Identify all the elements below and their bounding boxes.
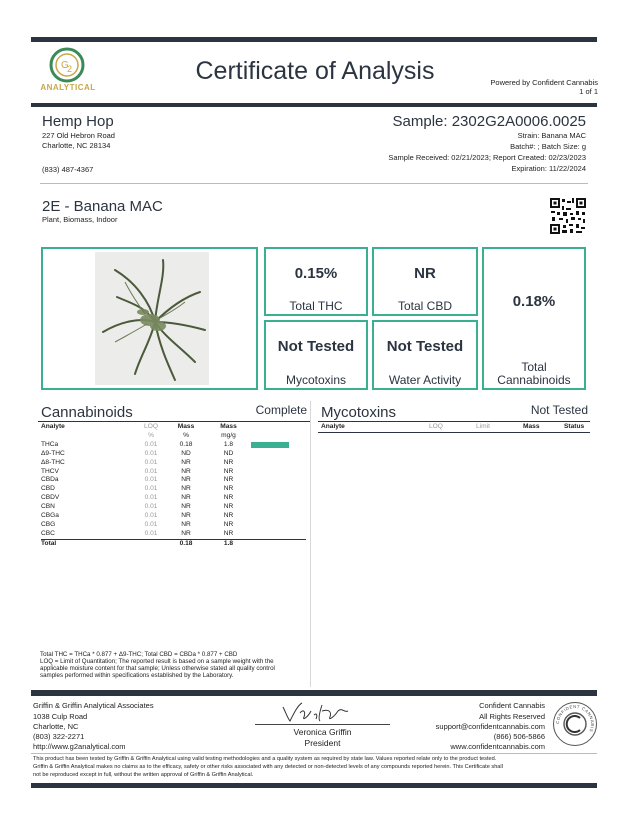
cannabinoid-loq: 0.01 — [144, 520, 158, 528]
total-cannabinoids-value: 0.18% — [512, 293, 556, 310]
mycotoxins-status: Not Tested — [530, 403, 588, 417]
lab-address-2: Charlotte, NC — [33, 722, 79, 731]
cannabinoid-bar-cell — [251, 503, 306, 512]
cannabinoid-row — [41, 494, 306, 503]
cannabinoid-loq: 0.01 — [144, 476, 158, 484]
sample-image-box — [41, 247, 258, 390]
cannabinoid-mass-mg: NR — [223, 467, 234, 475]
cannabinoid-analyte: CBDa — [41, 476, 59, 484]
cannabinoid-mass-mg: NR — [223, 503, 234, 511]
cannabinoid-mass-pct: NR — [181, 485, 191, 493]
cannabinoid-mass-mg: NR — [223, 476, 234, 484]
total-mass-pct: 0.18 — [166, 539, 206, 548]
cannabinoids-status: Complete — [255, 403, 307, 417]
cc-url[interactable]: www.confidentcannabis.com — [450, 742, 545, 751]
cannabinoid-row — [41, 530, 306, 539]
cannabinoid-mass-pct: NR — [181, 503, 191, 511]
cannabinoid-row — [41, 468, 306, 477]
myco-col-mass: Mass — [523, 423, 540, 430]
cannabinoid-analyte: CBDV — [41, 494, 60, 502]
cannabinoid-row — [41, 503, 306, 512]
total-mass-mg: 1.8 — [206, 539, 251, 548]
seal-icon — [552, 701, 598, 747]
cannabinoid-analyte: CBN — [41, 503, 55, 511]
cannabinoid-mass-pct: NR — [181, 458, 191, 466]
cannabinoid-mass-pct: ND — [181, 449, 191, 457]
plant-image — [95, 252, 209, 385]
cannabinoid-loq: 0.01 — [144, 503, 158, 511]
cannabinoid-bar-cell — [251, 450, 306, 459]
cannabinoid-mass-pct: NR — [181, 512, 191, 520]
tile-total-thc — [264, 247, 368, 316]
cannabinoid-mass-pct: 0.18 — [179, 440, 193, 448]
myco-col-loq: LOQ — [429, 423, 443, 430]
client-name: Hemp Hop — [42, 113, 114, 130]
powered-by: Powered by Confident Cannabis — [490, 78, 598, 87]
confident-cannabis-seal — [552, 701, 598, 747]
sample-photo — [95, 252, 209, 385]
cannabinoid-mass-mg: NR — [223, 485, 234, 493]
cannabinoid-analyte: CBGa — [41, 512, 59, 520]
footer-bar — [31, 690, 597, 696]
cannabinoid-row — [41, 476, 306, 485]
cannabinoid-loq: 0.01 — [144, 440, 158, 448]
cannabinoid-bar — [251, 442, 289, 448]
cc-name: Confident Cannabis — [479, 701, 545, 710]
cc-phone: (866) 506-5866 — [493, 732, 545, 741]
cannabinoids-note-1: Total THC = THCa * 0.877 + Δ9-THC; Total CBD = CBDa * 0.877 + CBD — [40, 651, 238, 658]
cannabinoid-analyte: CBG — [41, 520, 56, 528]
total-cannabinoids-label-1: Total — [521, 360, 547, 374]
cannabinoid-loq: 0.01 — [144, 512, 158, 520]
cannabinoid-bar-cell — [251, 476, 306, 485]
myco-col-limit: Limit — [476, 423, 490, 430]
mycotoxins-tile-value: Not Tested — [277, 338, 355, 355]
header-divider — [31, 103, 597, 107]
cannabinoid-mass-pct: NR — [181, 494, 191, 502]
cannabinoid-bar-cell — [251, 468, 306, 477]
cannabinoid-loq: 0.01 — [144, 485, 158, 493]
cannabinoid-bar-cell — [251, 485, 306, 494]
cannabinoid-loq: 0.01 — [144, 449, 158, 457]
col-mass-pct: Mass — [177, 423, 195, 430]
cannabinoid-bar-cell — [251, 494, 306, 503]
mycotoxins-tile-label: Mycotoxins — [285, 373, 347, 387]
svg-text:G: G — [61, 60, 69, 71]
cannabinoids-title-rule — [38, 421, 310, 422]
lab-phone: (803) 322-2271 — [33, 732, 85, 741]
cannabinoid-bar-cell — [251, 530, 306, 539]
tile-total-cannabinoids — [482, 247, 586, 390]
cannabinoid-bar-cell — [251, 441, 306, 450]
cc-email[interactable]: support@confidentcannabis.com — [435, 722, 545, 731]
total-cbd-label: Total CBD — [397, 299, 453, 313]
cannabinoid-mass-pct: NR — [181, 520, 191, 528]
bottom-bar — [31, 783, 597, 788]
top-bar — [31, 37, 597, 42]
tile-water-activity — [372, 320, 478, 390]
cannabinoid-loq: 0.01 — [144, 529, 158, 537]
total-thc-label: Total THC — [289, 299, 343, 313]
myco-col-status: Status — [564, 423, 585, 430]
sample-batch: Batch#: ; Batch Size: g — [510, 142, 586, 151]
total-cbd-value: NR — [414, 265, 436, 282]
cannabinoid-mass-mg: NR — [223, 512, 234, 520]
sample-id: Sample: 2302G2A0006.0025 — [392, 113, 586, 130]
tile-mycotoxins — [264, 320, 368, 390]
seal-text: CONFIDENT CANNABIS — [554, 703, 596, 734]
cannabinoids-total-row — [41, 539, 306, 548]
mycotoxins-header-rule — [318, 432, 590, 433]
cannabinoid-analyte: CBC — [41, 529, 55, 537]
qr-code-icon — [549, 197, 587, 235]
product-name: 2E - Banana MAC — [42, 198, 163, 215]
total-analyte: Total — [41, 539, 136, 548]
cannabinoid-row — [41, 441, 306, 450]
cannabinoid-loq: 0.01 — [144, 494, 158, 502]
cannabinoid-row — [41, 459, 306, 468]
svg-text:2: 2 — [67, 64, 73, 74]
signer-title: President — [304, 738, 341, 748]
lab-name: Griffin & Griffin Analytical Associates — [33, 701, 154, 710]
disclaimer-2: Griffin & Griffin Analytical makes no claims as to the efficacy, safety or other risks associated with any detected or non-detected levels of any compounds reported herein. This Certificate shall — [33, 764, 503, 770]
cannabinoid-loq: 0.01 — [144, 467, 158, 475]
cannabinoids-panel — [38, 401, 311, 687]
product-type: Plant, Biomass, Indoor — [42, 215, 118, 224]
cannabinoid-analyte: CBD — [41, 485, 55, 493]
col-loq: LOQ — [144, 423, 158, 430]
cannabinoid-bar-cell — [251, 521, 306, 530]
cannabinoid-bar-cell — [251, 512, 306, 521]
logo-text: ANALYTICAL — [40, 83, 96, 92]
signer-name: Veronica Griffin — [293, 727, 352, 737]
client-address-1: 227 Old Hebron Road — [42, 131, 115, 140]
cannabinoid-row — [41, 512, 306, 521]
sample-expiration: Expiration: 11/22/2024 — [511, 164, 586, 173]
cc-rights: All Rights Reserved — [479, 712, 545, 721]
cannabinoid-mass-mg: NR — [223, 494, 234, 502]
lab-url[interactable]: http://www.g2analytical.com — [33, 742, 126, 751]
cannabinoid-analyte: Δ9-THC — [41, 449, 65, 457]
mycotoxins-title: Mycotoxins — [321, 404, 397, 421]
cannabinoids-title: Cannabinoids — [41, 404, 133, 421]
water-activity-tile-value: Not Tested — [386, 338, 464, 355]
cannabinoid-analyte: THCV — [41, 467, 59, 475]
cannabinoid-mass-pct: NR — [181, 529, 191, 537]
unit-mass-pct: % — [183, 431, 189, 439]
page-number: 1 of 1 — [579, 87, 598, 96]
cannabinoids-note-2: LOQ = Limit of Quantitation; The reported result is based on a sample weight with the — [40, 658, 274, 665]
cannabinoids-note-3: applicable moisture content for that sample; Unless otherwise stated all quality control — [40, 665, 275, 672]
cannabinoid-mass-mg: NR — [223, 529, 234, 537]
mycotoxins-panel — [318, 401, 590, 687]
water-activity-tile-label: Water Activity — [388, 373, 462, 387]
col-analyte: Analyte — [41, 423, 65, 430]
cannabinoid-mass-pct: NR — [181, 467, 191, 475]
qr-code[interactable] — [549, 197, 587, 235]
tile-total-cbd — [372, 247, 478, 316]
section-divider — [40, 183, 588, 184]
total-thc-value: 0.15% — [294, 265, 338, 282]
cannabinoid-loq: 0.01 — [144, 458, 158, 466]
unit-loq: % — [148, 431, 154, 439]
total-cannabinoids-label-2: Cannabinoids — [497, 373, 571, 387]
lab-address-1: 1038 Culp Road — [33, 712, 88, 721]
cannabinoid-mass-mg: ND — [223, 449, 234, 457]
cannabinoid-row — [41, 450, 306, 459]
client-phone: (833) 487-4367 — [42, 165, 94, 174]
col-mass-mg: Mass — [220, 423, 237, 430]
cannabinoid-mass-mg: NR — [223, 458, 234, 466]
unit-mass-mg: mg/g — [221, 431, 236, 439]
cannabinoid-mass-mg: NR — [223, 520, 234, 528]
cannabinoids-units-row — [41, 432, 306, 441]
disclaimer-3: not be reproduced except in full, without the written approval of Griffin & Griffin Analytical. — [33, 772, 254, 778]
cannabinoids-header-row — [41, 423, 306, 432]
cannabinoids-note-4: samples performed within specifications established by the Laboratory. — [40, 672, 234, 679]
mycotoxins-title-rule — [318, 421, 590, 422]
lab-logo — [36, 46, 106, 96]
cannabinoid-bar-cell — [251, 459, 306, 468]
disclaimer-1: This product has been tested by Griffin & Griffin Analytical using valid testing methodologies and a quality system as required by state law. Values reported relate only to the product tested. — [33, 756, 497, 762]
sample-strain: Strain: Banana MAC — [517, 131, 586, 140]
client-address-2: Charlotte, NC 28134 — [42, 141, 111, 150]
sample-dates: Sample Received: 02/21/2023; Report Created: 02/23/2023 — [388, 153, 586, 162]
cannabinoid-mass-mg: 1.8 — [223, 440, 234, 448]
cannabinoid-analyte: THCa — [41, 440, 59, 448]
cannabinoid-row — [41, 521, 306, 530]
myco-col-analyte: Analyte — [321, 423, 345, 430]
cannabinoid-row — [41, 485, 306, 494]
cannabinoid-mass-pct: NR — [181, 476, 191, 484]
footer-divider — [31, 753, 597, 754]
cannabinoid-analyte: Δ8-THC — [41, 458, 65, 466]
cannabinoids-table — [41, 423, 306, 549]
page-title: Certificate of Analysis — [195, 57, 435, 85]
